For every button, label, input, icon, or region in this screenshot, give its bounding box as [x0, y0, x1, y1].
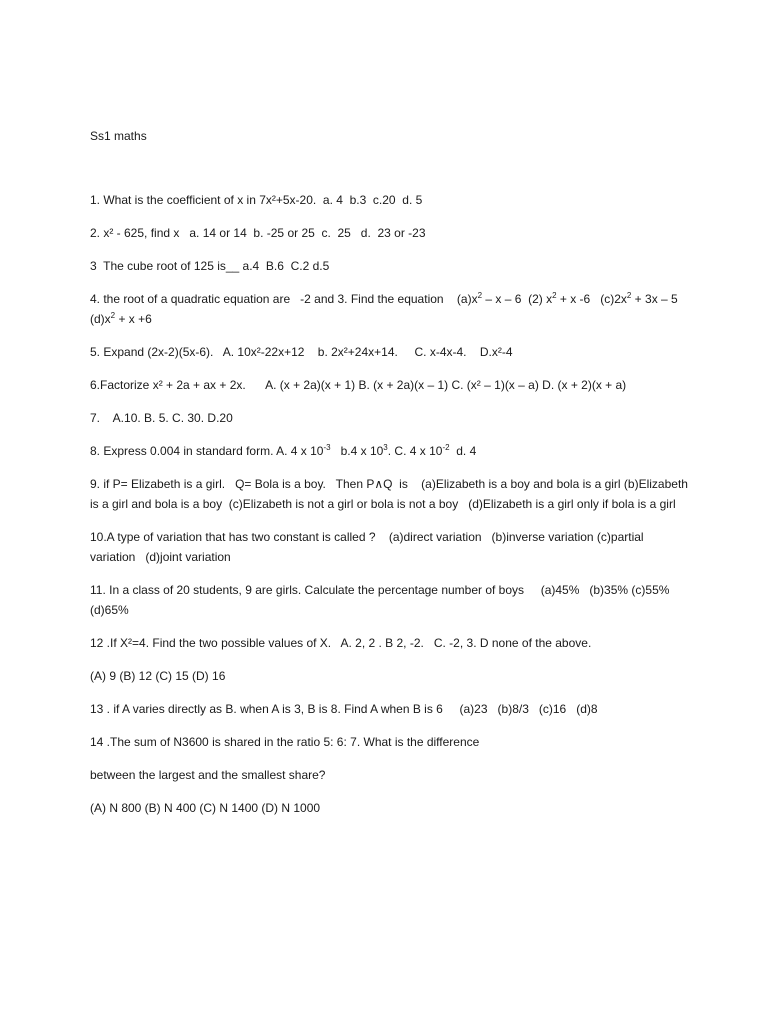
question-line: (A) 9 (B) 12 (C) 15 (D) 16	[90, 669, 226, 683]
question-line: 6.Factorize x² + 2a + ax + 2x. A. (x + 2a)(x + 1) B. (x + 2a)(x – 1) C. (x² – 1)(x – a) D. (x + 2)(x + a)	[90, 378, 627, 392]
document-body	[90, 126, 690, 831]
question-line: 2. x² - 625, find x a. 14 or 14 b. -25 or 25 c. 25 d. 23 or -23	[90, 226, 426, 240]
question-line: 12 .If X²=4. Find the two possible values of X. A. 2, 2 . B 2, -2. C. -2, 3. D none of the above.	[90, 636, 592, 650]
document-title: Ss1 maths	[90, 129, 147, 143]
question-line: 13 . if A varies directly as B. when A is 3, B is 8. Find A when B is 6 (a)23 (b)8/3 (c)16 (d)8	[90, 702, 598, 716]
question-line: (A) N 800 (B) N 400 (C) N 1400 (D) N 1000	[90, 801, 321, 815]
question-line: between the largest and the smallest share?	[90, 768, 326, 782]
question-line: 8. Express 0.004 in standard form. A. 4 x $10^{-3}$ b.4 x $10^3$. C. 4 x $10^{-2}$ d. 4	[90, 443, 477, 458]
question-line: 3 The cube root of 125 is__ a.4 B.6 C.2 d.5	[90, 259, 330, 273]
question-line: 11. In a class of 20 students, 9 are girls. Calculate the percentage number of boys (a)45% (b)35% (c)55% (d)65%	[90, 583, 680, 617]
question-line: 10.A type of variation that has two constant is called ? (a)direct variation (b)inverse variation (c)partial variation (d)joint variation	[90, 530, 644, 564]
question-line: 5. Expand (2x-2)(5x-6). A. 10x²-22x+12 b. 2x²+24x+14. C. x-4x-4. D.x²-4	[90, 345, 513, 359]
question-line: 14 .The sum of N3600 is shared in the ratio 5: 6: 7. What is the difference	[90, 735, 480, 749]
question-line: 1. What is the coefficient of x in 7x²+5x-20. a. 4 b.3 c.20 d. 5	[90, 193, 423, 207]
question-line: 4. the root of a quadratic equation are -2 and 3. Find the equation $(a)x^2$ – x – 6 (2) $x^2 + x$ -6 $(c)2x^2 + 3x - 5$ $(d)x^2 + x +6$	[90, 291, 685, 326]
question-line: 9. if P= Elizabeth is a girl. Q= Bola is a boy. Then P∧Q is (a)Elizabeth is a boy and bola is a girl (b)Elizabeth is a girl and bola is a boy (c)Elizabeth is not a girl or bola is not a boy (d)Elizabeth is a girl only if bola is a girl	[90, 477, 688, 511]
question-line: 7. A.10. B. 5. C. 30. D.20	[90, 411, 233, 425]
question-list	[90, 190, 690, 818]
